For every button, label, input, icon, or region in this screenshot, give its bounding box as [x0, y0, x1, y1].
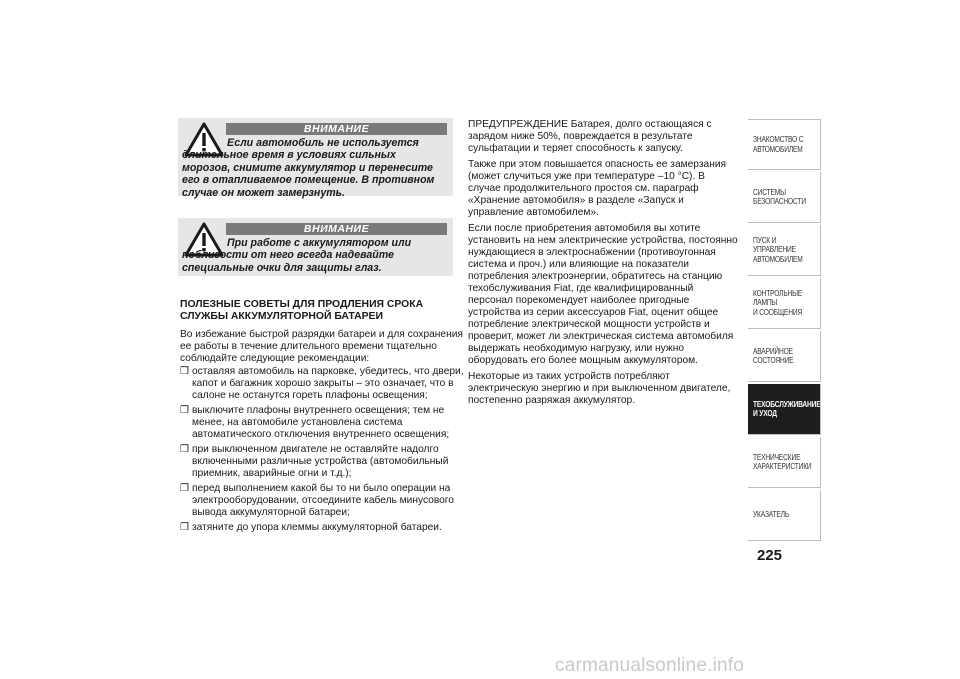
tab-label: И УХОД: [753, 409, 777, 418]
tab-warning-lights[interactable]: [748, 278, 821, 329]
checkbox-bullet-icon: ❒: [180, 444, 189, 455]
list-item-text: при выключенном двигателе не оставляйте надолго включенными различные устройства (автомобильный приемник, аварийные огни и т.д.);: [192, 444, 449, 479]
warning-text: Если автомобиль не используется длительное время в условиях сильных морозов, снимите аккумулятор и перенесите его в отапливаемое помещение. В противном случае он может замерзнуть.: [182, 137, 435, 199]
paragraph: ПРЕДУПРЕЖДЕНИЕ Батарея, долго остающаяся с зарядом ниже 50%, повреждается в результате сульфатации и теряет способность к запуску.: [468, 119, 712, 154]
tab-safety[interactable]: [748, 172, 821, 223]
tab-maintenance[interactable]: [748, 384, 821, 435]
tab-index[interactable]: [748, 490, 821, 541]
tab-label: БЕЗОПАСНОСТИ: [753, 197, 806, 206]
list-item-text: выключите плафоны внутреннего освещения; тем не менее, на автомобиле установлена система автоматического отключения внутреннего освещения;: [192, 405, 450, 440]
list-item: [180, 444, 465, 480]
tab-label: КОНТРОЛЬНЫЕ: [753, 288, 803, 298]
warning-box-cold: [178, 118, 453, 199]
list-item: [180, 405, 465, 441]
tab-introduction[interactable]: [748, 119, 821, 170]
list-item-text: перед выполнением какой бы то ни было операции на электрооборудовании, отсоедините кабель минусового вывода аккумуляторной батареи;: [192, 483, 454, 518]
tab-label: АВАРИЙНОЕ: [753, 346, 793, 356]
warning-text: При работе с аккумулятором или поблизости от него всегда надевайте специальные очки для защиты глаз.: [182, 237, 412, 274]
section-title: ПОЛЕЗНЫЕ СОВЕТЫ ДЛЯ ПРОДЛЕНИЯ СРОКА СЛУЖБЫ АККУМУЛЯТОРНОЙ БАТАРЕИ: [180, 299, 424, 322]
warning-header: ВНИМАНИЕ: [226, 123, 447, 135]
right-column: [468, 119, 740, 411]
tab-technical-specs[interactable]: [748, 437, 821, 488]
checkbox-bullet-icon: ❒: [180, 405, 189, 416]
page-number: 225: [757, 547, 783, 564]
tab-label: СИСТЕМЫ: [753, 187, 786, 197]
tab-label: ТЕХОБСЛУЖИВАНИЕ: [753, 399, 821, 409]
checkbox-bullet-icon: ❒: [180, 522, 189, 533]
list-item: [180, 483, 465, 519]
warning-box-goggles: [178, 218, 453, 276]
tab-label: УКАЗАТЕЛЬ: [753, 510, 790, 520]
tab-label: АВТОМОБИЛЕМ: [753, 254, 803, 264]
chapter-sidebar: [748, 119, 821, 543]
paragraph: Также при этом повышается опасность ее замерзания (может случиться уже при температуре –10 °C). В случае продолжительного простоя см. параграф «Хранение автомобиля» в разделе «Запуск и управление автомобилем».: [468, 159, 727, 218]
tab-label: ХАРАКТЕРИСТИКИ: [753, 462, 812, 471]
watermark: carmanualsonline.info: [555, 655, 745, 676]
tab-starting-driving[interactable]: [748, 225, 821, 276]
tab-emergency[interactable]: [748, 331, 821, 382]
warning-header: ВНИМАНИЕ: [226, 223, 447, 235]
list-item-text: оставляя автомобиль на парковке, убедитесь, что двери, капот и багажник хорошо закрыты – это означает, что в салоне не останутся гореть плафоны освещения;: [192, 366, 464, 401]
tab-label: СОСТОЯНИЕ: [753, 356, 794, 365]
tab-label: ЛАМПЫ: [753, 298, 778, 308]
tab-label: И СООБЩЕНИЯ: [753, 307, 803, 317]
tab-label: ПУСК И УПРАВЛЕНИЕ: [753, 235, 796, 255]
tab-label: ТЕХНИЧЕСКИЕ: [753, 452, 801, 462]
list-item: [180, 522, 465, 534]
checkbox-bullet-icon: ❒: [180, 483, 189, 494]
list-item: [180, 366, 465, 402]
tab-label: АВТОМОБИЛЕМ: [753, 144, 803, 154]
tab-label: ЗНАКОМСТВО С: [753, 135, 804, 144]
tips-list: [180, 366, 465, 537]
checkbox-bullet-icon: ❒: [180, 366, 189, 377]
list-item-text: затяните до упора клеммы аккумуляторной батареи.: [192, 522, 442, 533]
paragraph: Если после приобретения автомобиля вы хотите установить на нем электрические устройства, постоянно нуждающиеся в электроснабжении (противоугонная система и проч.) или влияющие на показатели потребления электроэнергии, обратитесь на станцию техобслуживания Fiat, где квалифицированный персонал порекомендует наиболее пригодные устройства из серии аксессуаров Fiat, оценит общее потребление электрической мощности устройств и проверит, может ли электрическая система автомобиля выдержать необходимую нагрузку, или нужно оборудовать его более мощным аккумулятором.: [468, 223, 738, 366]
section-intro: Во избежание быстрой разрядки батареи и для сохранения ее работы в течение длительного времени тщательно соблюдайте следующие рекомендации:: [180, 329, 463, 364]
paragraph: Некоторые из таких устройств потребляют электрическую энергию и при выключенном двигателе, постепенно разряжая аккумулятор.: [468, 371, 731, 406]
